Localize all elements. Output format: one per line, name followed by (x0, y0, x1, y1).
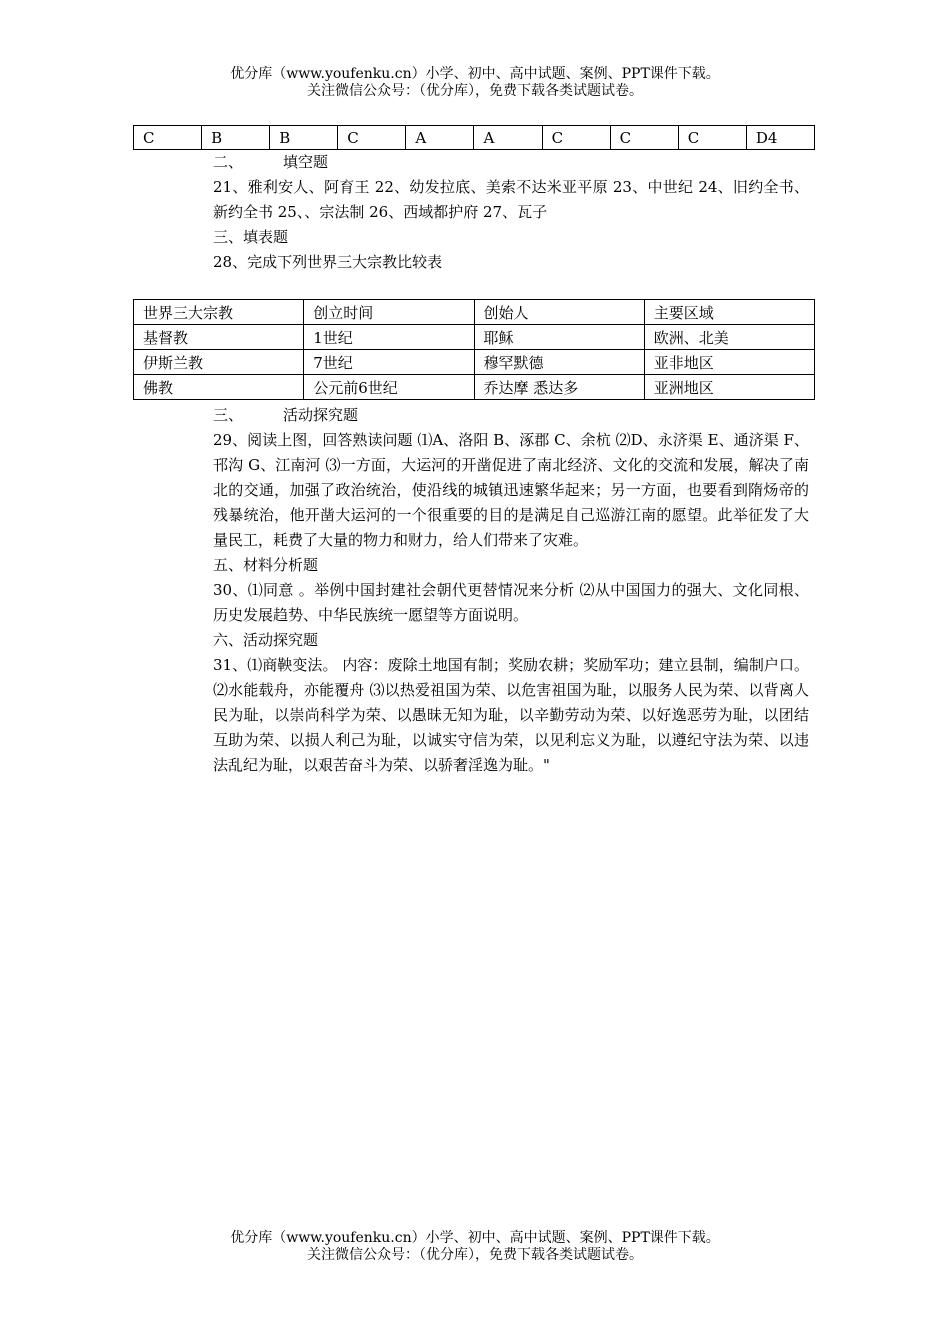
table-cell: 亚洲地区 (644, 375, 814, 400)
religion-comparison-table (133, 299, 815, 400)
question-31: 31、⑴商鞅变法。 内容：废除土地国有制；奖励农耕；奖励军功；建立县制，编制户口。 ⑵水能载舟，亦能覆舟 ⑶以热爱祖国为荣、以危害祖国为耻，以服务人民为荣、以背离人民为耻，以崇尚科学为荣、以愚昧无知为耻，以辛勤劳动为荣、以好逸恶劳为耻，以团结互助为荣、以损人利己为耻，以诚实守信为荣，以见利忘义为耻，以遵纪守法为荣、以违法乱纪为耻，以艰苦奋斗为荣、以骄奢淫逸为耻。" (213, 656, 809, 774)
question-28: 28、完成下列世界三大宗教比较表 (213, 253, 443, 271)
table-cell: 7世纪 (304, 350, 474, 375)
answer-cell: C (134, 126, 202, 150)
table-cell: 公元前6世纪 (304, 375, 474, 400)
table-cell: 伊斯兰教 (134, 350, 304, 375)
table-cell: 佛教 (134, 375, 304, 400)
question-29: 29、阅读上图，回答熟读问题 ⑴A、洛阳 B、涿郡 C、余杭 ⑵D、永济渠 E、通济渠 F、邗沟 G、江南河 ⑶一方面，大运河的开凿促进了南北经济、文化的交流和发展，解决了南北的交通，加强了政治统治，使沿线的城镇迅速繁华起来；另一方面，也要看到隋炀帝的残暴统治，他开凿大运河的一个很重要的目的是满足自己巡游江南的愿望。此举征发了大量民工，耗费了大量的物力和财力，给人们带来了灾难。 (213, 431, 809, 549)
table-cell: 穆罕默德 (474, 350, 644, 375)
answer-cell: A (474, 126, 542, 150)
table-row (134, 350, 815, 375)
answer-cell: C (610, 126, 678, 150)
table-cell: 基督教 (134, 325, 304, 350)
answer-cell: C (678, 126, 746, 150)
table-header-row (134, 300, 815, 325)
table-header-cell: 创始人 (474, 300, 644, 325)
footer-line-1: 优分库（www.youfenku.cn）小学、初中、高中试题、案例、PPT课件下载。 (230, 1230, 720, 1246)
table-cell: 欧洲、北美 (644, 325, 814, 350)
section-heading: 六、活动探究题 (213, 631, 319, 649)
section-heading: 二、 填空题 (213, 153, 329, 171)
answer-table (133, 125, 815, 150)
table-cell: 乔达摩 悉达多 (474, 375, 644, 400)
question-30: 30、⑴同意 。举例中国封建社会朝代更替情况来分析 ⑵从中国国力的强大、文化同根、历史发展趋势、中华民族统一愿望等方面说明。 (213, 581, 809, 624)
answer-cell: D4 (746, 126, 814, 150)
page-footer (0, 1230, 950, 1264)
answer-row (134, 126, 815, 150)
answer-cell: B (202, 126, 270, 150)
section-activities (213, 403, 809, 778)
section-heading: 三、 活动探究题 (213, 406, 359, 424)
table-row (134, 375, 815, 400)
header-line-1: 优分库（www.youfenku.cn）小学、初中、高中试题、案例、PPT课件下载。 (230, 66, 720, 82)
answer-cell: C (542, 126, 610, 150)
answer-cell: B (270, 126, 338, 150)
header-line-2: 关注微信公众号：（优分库），免费下载各类试题试卷。 (307, 83, 643, 99)
fill-in-answers: 21、雅利安人、阿育王 22、幼发拉底、美索不达米亚平原 23、中世纪 24、旧约全书、新约全书 25、、宗法制 26、西域都护府 27、瓦子 (213, 178, 809, 221)
page-header (0, 66, 950, 100)
table-header-cell: 世界三大宗教 (134, 300, 304, 325)
section-heading: 五、材料分析题 (213, 556, 319, 574)
section-fill-in (213, 150, 809, 275)
answer-cell: C (338, 126, 406, 150)
table-cell: 亚非地区 (644, 350, 814, 375)
section-heading: 三、填表题 (213, 228, 289, 246)
table-header-cell: 创立时间 (304, 300, 474, 325)
table-row (134, 325, 815, 350)
table-cell: 耶稣 (474, 325, 644, 350)
answer-cell: A (406, 126, 474, 150)
footer-line-2: 关注微信公众号：（优分库），免费下载各类试题试卷。 (307, 1247, 643, 1263)
table-cell: 1世纪 (304, 325, 474, 350)
table-header-cell: 主要区域 (644, 300, 814, 325)
